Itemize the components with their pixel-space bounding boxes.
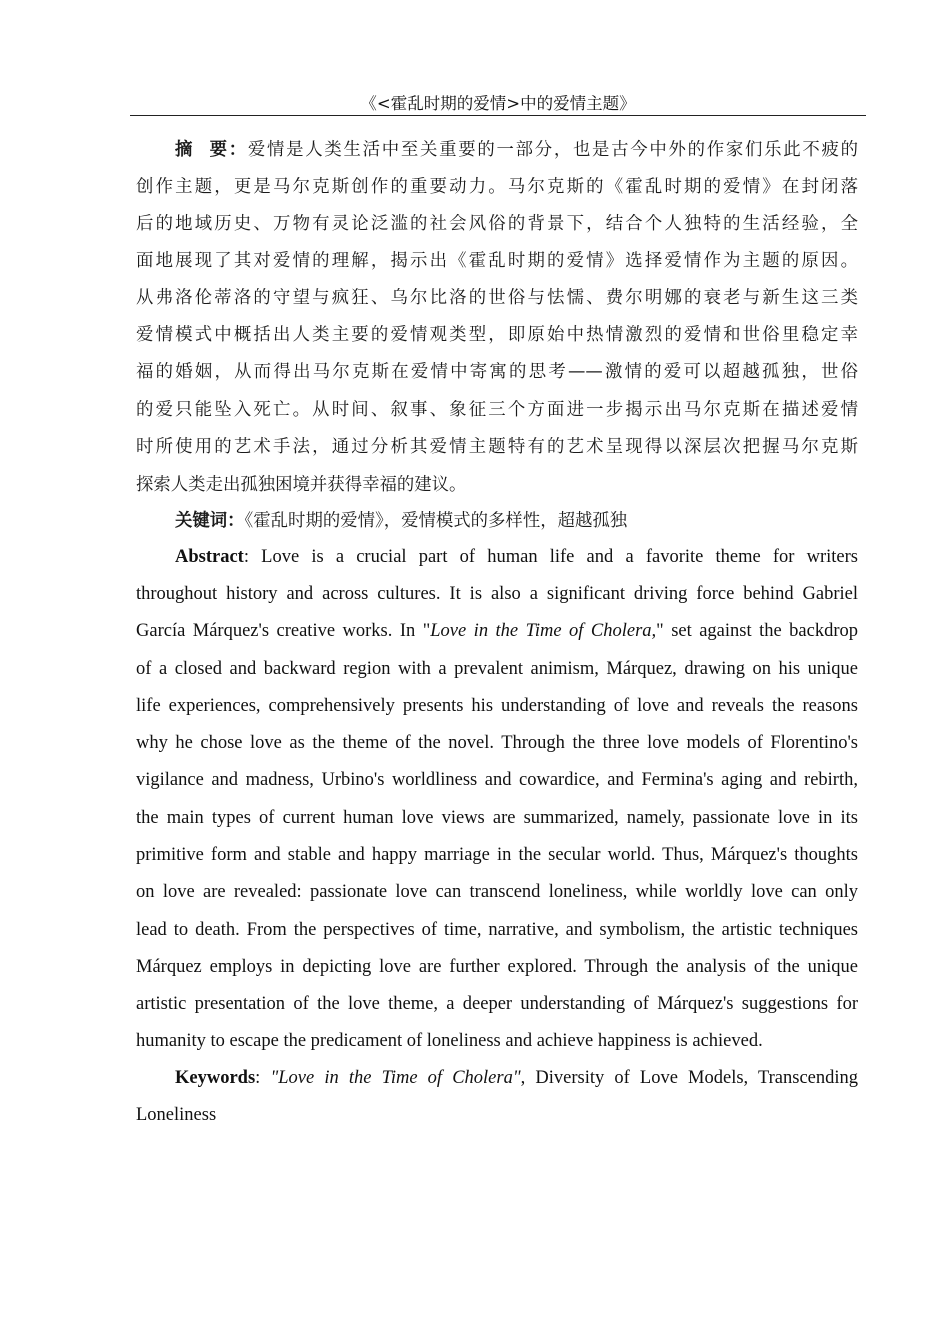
zh-keywords-label: 关键词： [175, 511, 245, 531]
en-abstract-line: of a closed and backward region with a prevalent animism, Márquez, drawing on his unique [136, 659, 858, 679]
en-text: García Márquez's creative works. In " [136, 621, 431, 641]
en-keywords-continued: Loneliness [136, 1105, 217, 1125]
en-abstract-label: Abstract [175, 547, 244, 567]
en-abstract-line: humanity to escape the predicament of loneliness and achieve happiness is achieved. [136, 1031, 763, 1051]
en-abstract-line: vigilance and madness, Urbino's worldliness and cowardice, and Fermina's aging and rebirth, [136, 770, 858, 790]
en-text: " set against the backdrop [656, 621, 858, 641]
zh-keywords-text: 《霍乱时期的爱情》，爱情模式的多样性，超越孤独 [244, 511, 628, 531]
zh-abstract-line [175, 132, 858, 169]
en-abstract-line: primitive form and stable and happy marriage in the secular world. Thus, Márquez's thoughts [136, 845, 858, 865]
book-title: "Love in the Time of Cholera" [270, 1068, 521, 1088]
en-text: : Love is a crucial part of human life and a favorite theme for writers [243, 547, 858, 567]
en-keywords [175, 1060, 858, 1097]
en-text: : [255, 1068, 271, 1088]
en-abstract-line [175, 539, 858, 576]
zh-abstract-line: 爱情模式中概括出人类主要的爱情观类型，即原始中热情激烈的爱情和世俗里稳定幸 [136, 325, 858, 345]
en-abstract-line: the main types of current human love views are summarized, namely, passionate love in its [136, 808, 858, 828]
en-abstract-line: life experiences, comprehensively presents his understanding of love and reveals the reasons [136, 696, 858, 716]
book-title: Love in the Time of Cholera, [430, 621, 657, 641]
en-abstract-line: lead to death. From the perspectives of time, narrative, and symbolism, the artistic techniques [136, 920, 858, 940]
zh-abstract-line: 时所使用的艺术手法，通过分析其爱情主题特有的艺术呈现得以深层次把握马尔克斯 [136, 437, 858, 457]
en-text: , Diversity of Love Models, Transcending [520, 1068, 859, 1088]
en-abstract-line [136, 613, 858, 650]
zh-abstract-label: 摘 要： [175, 140, 248, 160]
en-abstract-line: Márquez employs in depicting love are further explored. Through the analysis of the unique [136, 957, 858, 977]
zh-text: 爱情是人类生活中至关重要的一部分，也是古今中外的作家们乐此不疲的 [247, 140, 858, 160]
zh-abstract-line: 从弗洛伦蒂洛的守望与疯狂、乌尔比洛的世俗与怯懦、费尔明娜的衰老与新生这三类 [136, 288, 858, 308]
en-abstract-line: artistic presentation of the love theme, a deeper understanding of Márquez's suggestions for [136, 994, 858, 1014]
zh-abstract-line: 探索人类走出孤独困境并获得幸福的建议。 [136, 475, 467, 495]
en-abstract-line: why he chose love as the theme of the novel. Through the three love models of Florentino's [136, 733, 858, 753]
zh-abstract-line: 福的婚姻，从而得出马尔克斯在爱情中寄寓的思考——激情的爱可以超越孤独，世俗 [136, 362, 858, 382]
en-abstract-line: on love are revealed: passionate love can transcend loneliness, while worldly love can only [136, 882, 858, 902]
zh-keywords [175, 503, 858, 540]
zh-abstract-line: 的爱只能坠入死亡。从时间、叙事、象征三个方面进一步揭示出马尔克斯在描述爱情 [136, 400, 858, 420]
en-abstract-line: throughout history and across cultures. It is also a significant driving force behind Gabriel [136, 584, 858, 604]
running-header: 《<霍乱时期的爱情>中的爱情主题》 [360, 94, 636, 113]
zh-abstract-line: 面地展现了其对爱情的理解，揭示出《霍乱时期的爱情》选择爱情作为主题的原因。 [136, 251, 858, 271]
zh-abstract-line: 创作主题，更是马尔克斯创作的重要动力。马尔克斯的《霍乱时期的爱情》在封闭落 [136, 177, 858, 197]
zh-abstract-line: 后的地域历史、万物有灵论泛滥的社会风俗的背景下，结合个人独特的生活经验，全 [136, 214, 858, 234]
en-keywords-label: Keywords [175, 1068, 256, 1088]
header-rule [130, 115, 866, 116]
